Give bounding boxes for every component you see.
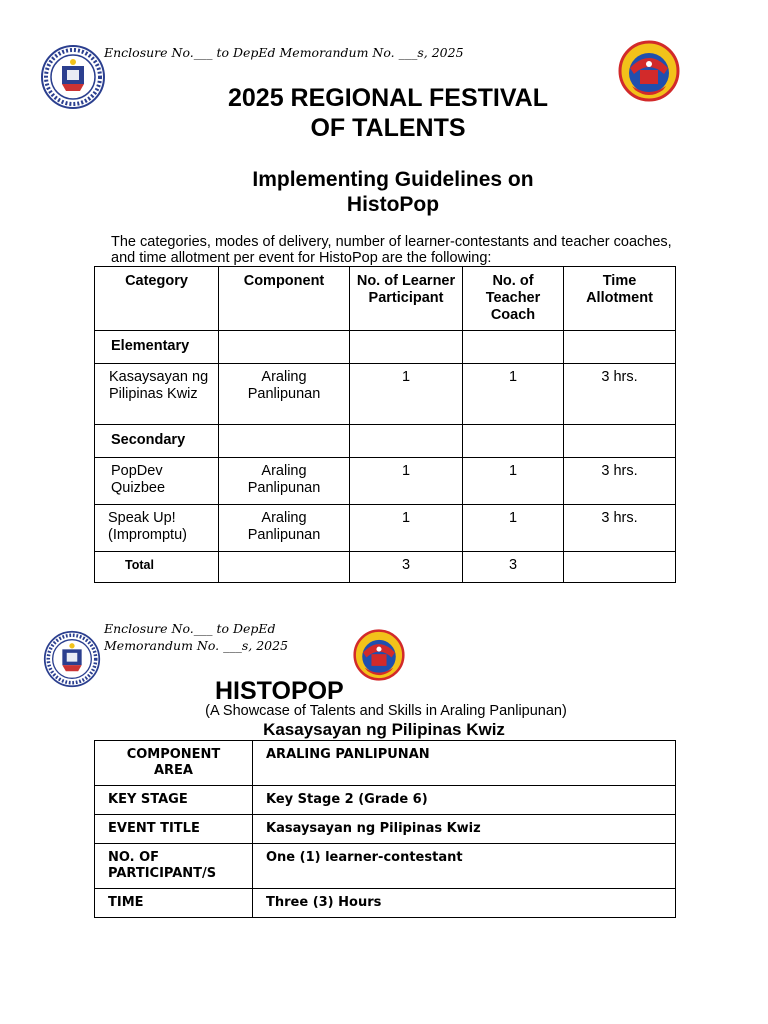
table-row [95, 458, 676, 505]
detail-value: One (1) learner-contestant [253, 844, 676, 889]
row-component: Araling Panlipunan [219, 364, 350, 425]
total-learners: 3 [350, 552, 463, 583]
secondary-label: Secondary [95, 425, 219, 458]
header-time-allotment: Time Allotment [564, 267, 676, 331]
subtitle-line1: Implementing Guidelines on [252, 168, 534, 191]
enclosure-line1: Enclosure No.___ to DepEd [104, 621, 276, 636]
enclosure-note-2 [104, 620, 288, 654]
histopop-title: HISTOPOP [215, 677, 344, 705]
total-coaches: 3 [463, 552, 564, 583]
subtitle-line2: HistoPop [346, 193, 440, 216]
detail-value: Three (3) Hours [253, 889, 676, 918]
detail-value: ARALING PANLIPUNAN [253, 741, 676, 786]
detail-label: COMPONENT AREA [95, 741, 253, 786]
row-category: PopDev Quizbee [95, 458, 219, 505]
row-learners: 1 [350, 458, 463, 505]
detail-label: EVENT TITLE [95, 815, 253, 844]
row-coaches: 1 [463, 364, 564, 425]
total-row [95, 552, 676, 583]
events-header-row [95, 267, 676, 331]
row-coaches: 1 [463, 505, 564, 552]
header-category: Category [95, 267, 219, 331]
intro-paragraph: The categories, modes of delivery, number of learner-contestants and teacher coaches, and time allotment per event for HistoPop are the following: [111, 234, 672, 266]
event-name-heading: Kasaysayan ng Pilipinas Kwiz [263, 720, 505, 739]
header-learner-participant: No. of Learner Participant [350, 267, 463, 331]
main-title-line2: OF TALENTS [310, 114, 466, 142]
row-category: Kasaysayan ng Pilipinas Kwiz [95, 364, 219, 425]
table-row [95, 505, 676, 552]
main-title-line1: 2025 REGIONAL FESTIVAL [228, 84, 548, 112]
total-label: Total [95, 552, 219, 583]
row-component: Araling Panlipunan [219, 505, 350, 552]
header-component: Component [219, 267, 350, 331]
showcase-subtitle: (A Showcase of Talents and Skills in Araling Panlipunan) [205, 703, 567, 719]
header-teacher-coach: No. of Teacher Coach [463, 267, 564, 331]
table-row [95, 741, 676, 786]
enclosure-line2: Memorandum No. ___s, 2025 [104, 638, 289, 653]
row-category: Speak Up! (Impromptu) [95, 505, 219, 552]
row-learners: 1 [350, 505, 463, 552]
elementary-row [95, 331, 676, 364]
secondary-row [95, 425, 676, 458]
detail-value: Kasaysayan ng Pilipinas Kwiz [253, 815, 676, 844]
detail-label: TIME [95, 889, 253, 918]
table-row [95, 364, 676, 425]
detail-label: KEY STAGE [95, 786, 253, 815]
details-table [94, 740, 676, 918]
deped-seal-icon [40, 630, 104, 688]
detail-label: NO. OF PARTICIPANT/S [95, 844, 253, 889]
row-coaches: 1 [463, 458, 564, 505]
row-time: 3 hrs. [564, 505, 676, 552]
row-learners: 1 [350, 364, 463, 425]
row-component: Araling Panlipunan [219, 458, 350, 505]
festival-logo-icon [349, 629, 409, 681]
elementary-label: Elementary [95, 331, 219, 364]
table-row [95, 844, 676, 889]
events-table [94, 266, 676, 583]
enclosure-note: Enclosure No.___ to DepEd Memorandum No. ___s, 2025 [104, 45, 464, 60]
detail-value: Key Stage 2 (Grade 6) [253, 786, 676, 815]
table-row [95, 889, 676, 918]
table-row [95, 815, 676, 844]
table-row [95, 786, 676, 815]
row-time: 3 hrs. [564, 364, 676, 425]
row-time: 3 hrs. [564, 458, 676, 505]
